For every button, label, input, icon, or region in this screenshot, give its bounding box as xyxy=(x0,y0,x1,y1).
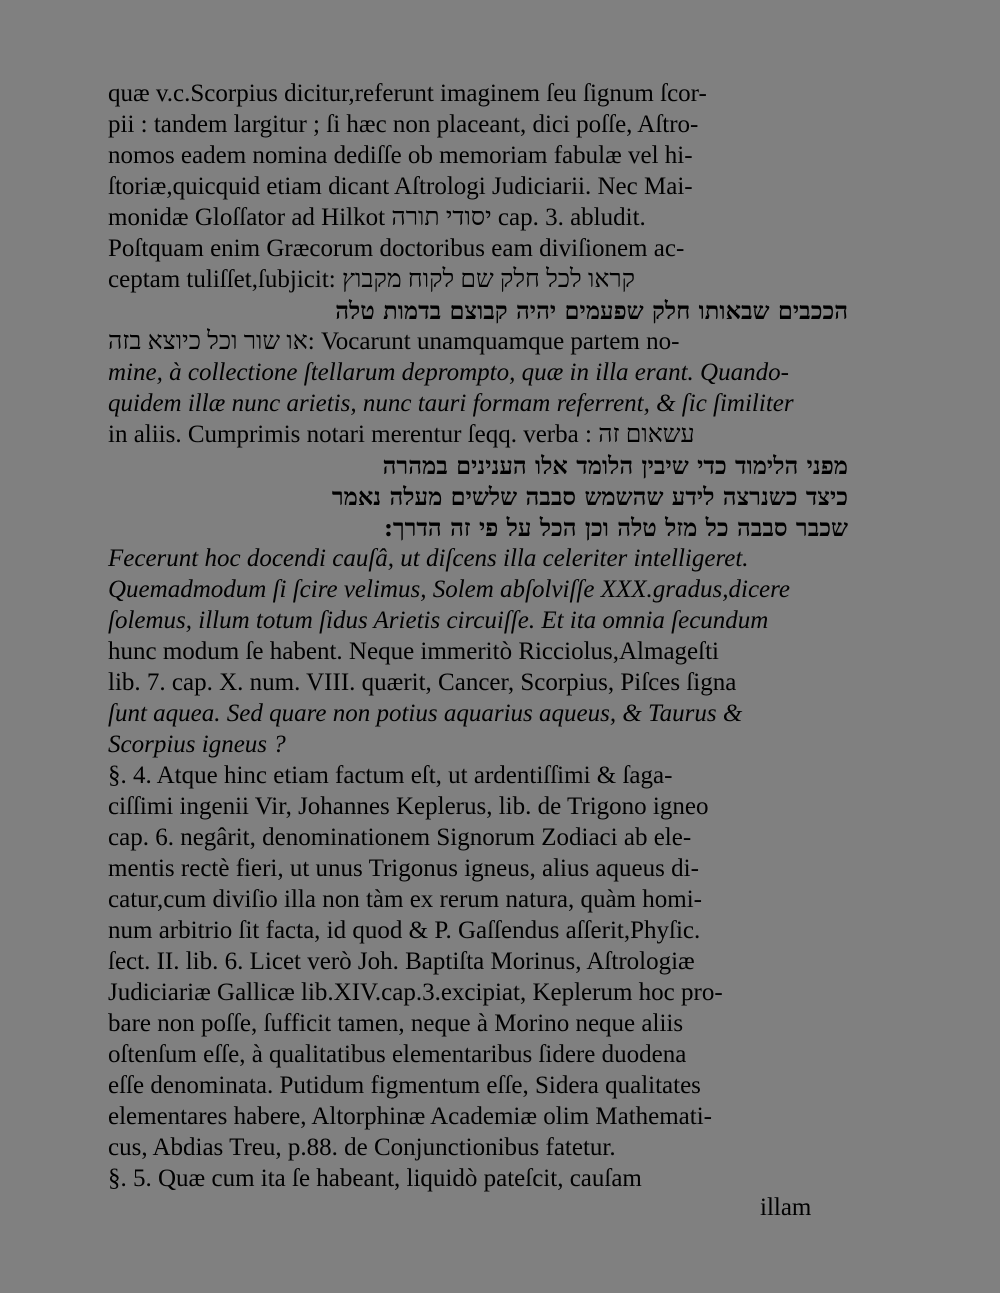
text-line: cus, Abdias Treu, p.88. de Conjunctionibus fatetur. xyxy=(108,1134,616,1161)
text-line: lib. 7. cap. X. num. VIII. quærit, Cancer, Scorpius, Piſces ſigna xyxy=(108,669,737,696)
text-line: monidæ Gloſſator ad Hilkot יסודי תורה cap. 3. abludit. xyxy=(108,204,646,231)
text-line: nomos eadem nomina dediſſe ob memoriam fabulæ vel hi- xyxy=(108,142,693,169)
italic-line: Fecerunt hoc docendi cauſâ, ut diſcens illa celeriter intelligeret. xyxy=(108,545,749,572)
text-line: hunc modum ſe habent. Neque immeritò Ricciolus,Almageſti xyxy=(108,638,719,665)
catchword: illam xyxy=(760,1194,812,1221)
text-line: cap. 6. negârit, denominationem Signorum Zodiaci ab ele- xyxy=(108,824,692,851)
text-line: ſtoriæ,quicquid etiam dicant Aſtrologi Judiciarii. Nec Mai- xyxy=(108,173,693,200)
hebrew-line: כיצד כשנרצה לידע שהשמש סבבה שלשים מעלה נאמר xyxy=(331,482,848,511)
text-line: elementares habere, Altorphinæ Academiæ olim Mathemati- xyxy=(108,1103,712,1130)
text-line: Poſtquam enim Græcorum doctoribus eam diviſionem ac- xyxy=(108,235,685,262)
text-line: או שור וכל כיוצא בזה: Vocarunt unamquamque partem no- xyxy=(108,328,680,355)
text-line: ſect. II. lib. 6. Licet verò Joh. Baptiſta Morinus, Aſtrologiæ xyxy=(108,948,695,975)
italic-line: mine, à collectione ſtellarum deprompto, quæ in illa erant. Quando- xyxy=(108,359,789,386)
text-line: eſſe denominata. Putidum figmentum eſſe, Sidera qualitates xyxy=(108,1072,701,1099)
text-line: quæ v.c.Scorpius dicitur,referunt imaginem ſeu ſignum ſcor- xyxy=(108,80,707,107)
paragraph-start: §. 5. Quæ cum ita ſe habeant, liquidò pateſcit, cauſam xyxy=(108,1165,642,1192)
text-line: Judiciariæ Gallicæ lib.XIV.cap.3.excipiat, Keplerum hoc pro- xyxy=(108,979,723,1006)
italic-line: ſolemus, illum totum ſidus Arietis circuiſſe. Et ita omnia ſecundum xyxy=(108,607,769,634)
hebrew-line: שכבר סבבה כל מזל טלה וכן הכל על פי זה הדרך: xyxy=(383,513,848,542)
hebrew-line: מפני הלימוד כדי שיבין הלומד אלו הענינים במהרה xyxy=(382,451,848,480)
paragraph-start: §. 4. Atque hinc etiam factum eſt, ut ardentiſſimi & ſaga- xyxy=(108,762,673,789)
text-line: bare non poſſe, ſufficit tamen, neque à Morino neque aliis xyxy=(108,1010,684,1037)
text-line: mentis rectè fieri, ut unus Trigonus igneus, alius aqueus di- xyxy=(108,855,699,882)
text-line: oſtenſum eſſe, à qualitatibus elementaribus ſidere duodena xyxy=(108,1041,687,1068)
text-line: catur,cum diviſio illa non tàm ex rerum natura, quàm homi- xyxy=(108,886,702,913)
italic-line: Scorpius igneus ? xyxy=(108,731,286,758)
hebrew-line: הככבים שבאותו חלק שפעמים יהיה קבוצם בדמות טלה xyxy=(335,296,848,325)
text-line: pii : tandem largitur ; ſi hæc non placeant, dici poſſe, Aſtro- xyxy=(108,111,699,138)
italic-line: Quemadmodum ſi ſcire velimus, Solem abſolviſſe XXX.gradus,dicere xyxy=(108,576,791,603)
text-line: num arbitrio ſit facta, id quod & P. Gaſſendus aſſerit,Phyſic. xyxy=(108,917,701,944)
text-line: in aliis. Cumprimis notari merentur ſeqq. verba : עשאום זה xyxy=(108,421,695,448)
italic-line: quidem illæ nunc arietis, nunc tauri formam referrent, & ſic ſimiliter xyxy=(108,390,794,417)
text-line: ciſſimi ingenii Vir, Johannes Keplerus, lib. de Trigono igneo xyxy=(108,793,709,820)
italic-line: ſunt aquea. Sed quare non potius aquarius aqueus, & Taurus & xyxy=(108,700,743,727)
text-line: ceptam tuliſſet,ſubjicit: קראו לכל חלק שם לקוח מקבוץ xyxy=(108,266,636,293)
